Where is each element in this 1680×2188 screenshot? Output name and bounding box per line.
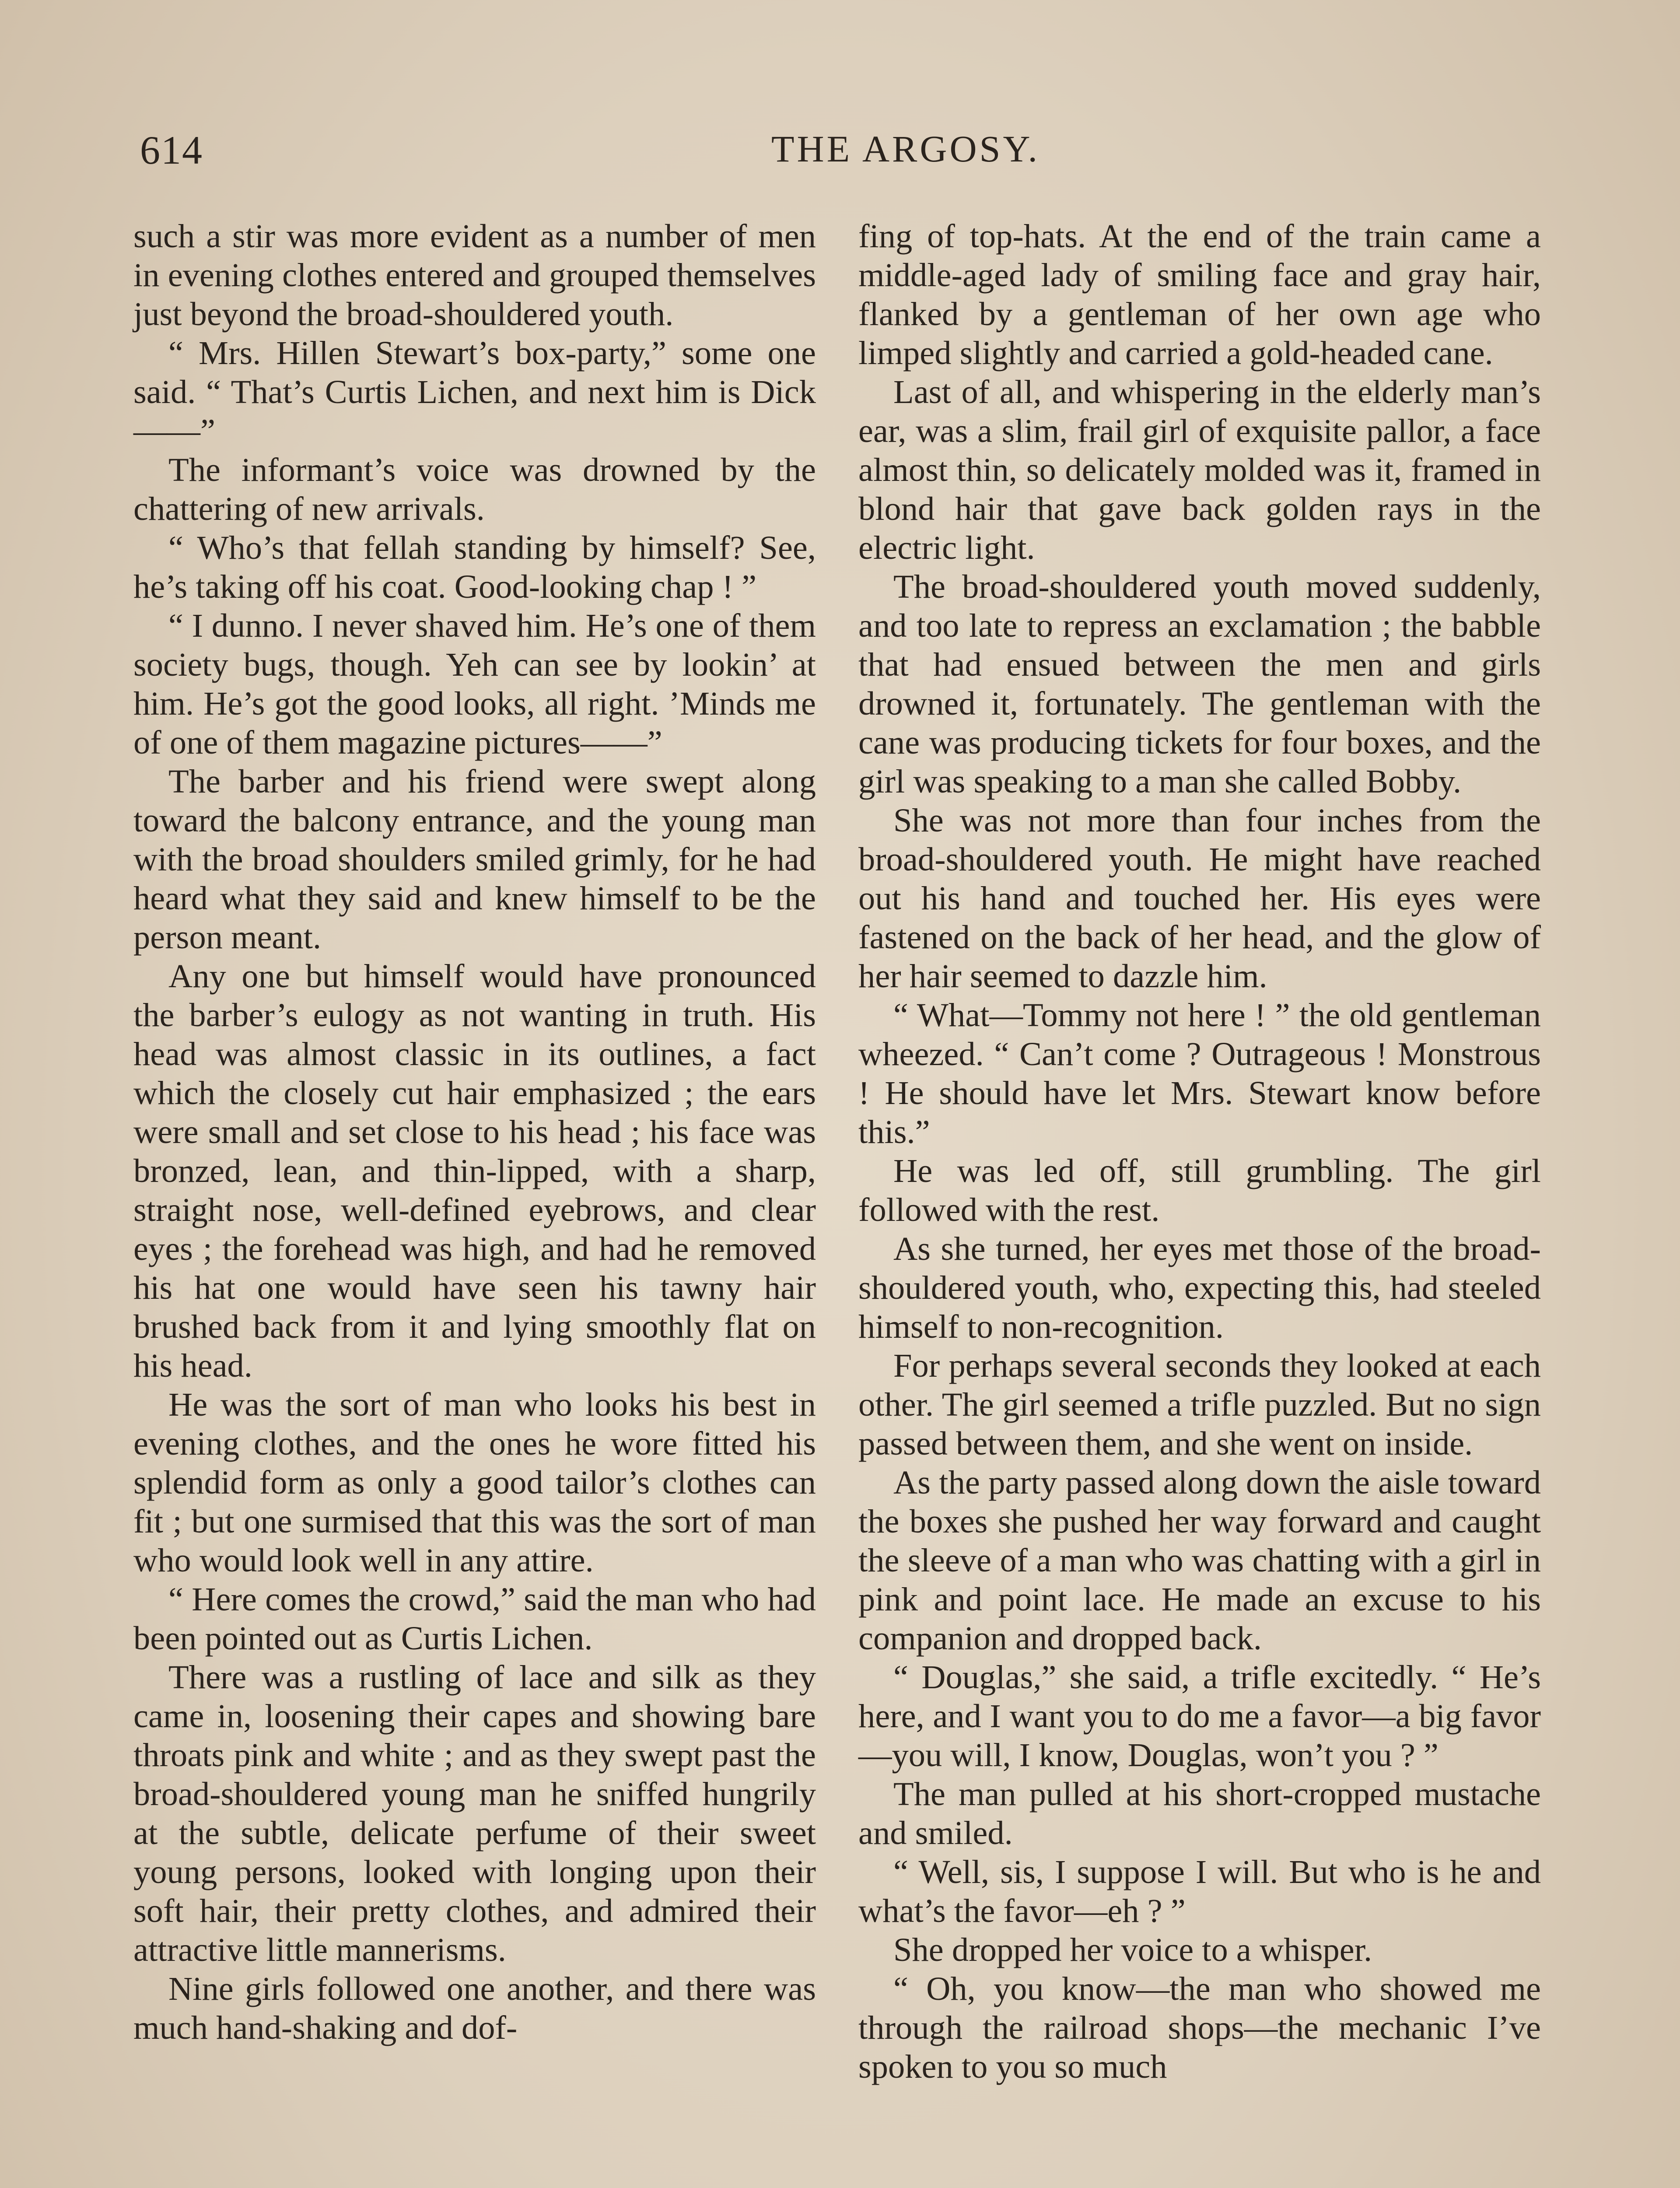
paragraph: She was not more than four inches from the broad-shouldered youth. He might have reached out his hand and touched her. His eyes were fastened on the back of her head, and the glow of her hair seemed to dazzle him.	[858, 802, 1541, 995]
paragraph: The man pulled at his short-cropped mustache and smiled.	[858, 1775, 1541, 1851]
paragraph: “ Who’s that fellah standing by himself? See, he’s taking off his coat. Good-looking chap ! ”	[133, 529, 816, 605]
paragraph: “ What—Tommy not here ! ” the old gentleman wheezed. “ Can’t come ? Outrageous ! Monstrous ! He should have let Mrs. Stewart know before this.”	[858, 996, 1541, 1150]
running-head: THE ARGOSY.	[771, 128, 1040, 170]
paragraph: He was the sort of man who looks his best in evening clothes, and the ones he wore fitted his splendid form as only a good tailor’s clothes can fit ; but one surmised that this was the sort of man who would look well in any attire.	[133, 1386, 816, 1579]
paragraph: Nine girls followed one another, and there was much hand-shaking and dof-	[133, 1970, 816, 2046]
paragraph: Last of all, and whispering in the elderly man’s ear, was a slim, frail girl of exquisite pallor, a face almost thin, so delicately molded was it, framed in blond hair that gave back golden rays in the electric light.	[858, 373, 1541, 566]
paragraph: “ Here comes the crowd,” said the man who had been pointed out as Curtis Lichen.	[133, 1581, 816, 1657]
paragraph: As she turned, her eyes met those of the broad-shouldered youth, who, expecting this, had steeled himself to non-recognition.	[858, 1230, 1541, 1345]
paragraph: “ I dunno. I never shaved him. He’s one of them society bugs, though. Yeh can see by lookin’ at him. He’s got the good looks, all right. ’Minds me of one of them magazine pictures——”	[133, 607, 816, 761]
paragraph: fing of top-hats. At the end of the train came a middle-aged lady of smiling face and gray hair, flanked by a gentleman of her own age who limped slightly and carried a gold-headed cane.	[858, 217, 1541, 372]
paragraph: For perhaps several seconds they looked at each other. The girl seemed a trifle puzzled. But no sign passed between them, and she went on inside.	[858, 1347, 1541, 1462]
paragraph: He was led off, still grumbling. The girl followed with the rest.	[858, 1152, 1541, 1228]
paragraph: There was a rustling of lace and silk as they came in, loosening their capes and showing bare throats pink and white ; and as they swept past the broad-shouldered young man he sniffed hungrily at the subtle, delicate perfume of their sweet young persons, looked with longing upon their soft hair, their pretty clothes, and admired their attractive little mannerisms.	[133, 1659, 816, 1968]
paragraph: The broad-shouldered youth moved suddenly, and too late to repress an exclamation ; the babble that had ensued between the men and girls drowned it, fortunately. The gentleman with the cane was producing tickets for four boxes, and the girl was speaking to a man she called Bobby.	[858, 568, 1541, 800]
paragraph: “ Mrs. Hillen Stewart’s box-party,” some one said. “ That’s Curtis Lichen, and next him is Dick——”	[133, 334, 816, 449]
right-text-column	[858, 217, 1541, 2086]
paragraph: “ Douglas,” she said, a trifle excitedly. “ He’s here, and I want you to do me a favor—a big favor—you will, I know, Douglas, won’t you ? ”	[858, 1659, 1541, 1774]
paragraph: “ Oh, you know—the man who showed me through the railroad shops—the mechanic I’ve spoken to you so much	[858, 1970, 1541, 2085]
paragraph: She dropped her voice to a whisper.	[893, 1931, 1372, 1968]
paragraph: Any one but himself would have pronounced the barber’s eulogy as not wanting in truth. His head was almost classic in its outlines, a fact which the closely cut hair emphasized ; the ears were small and set close to his head ; his face was bronzed, lean, and thin-lipped, with a sharp, straight nose, well-defined eyebrows, and clear eyes ; the forehead was high, and had he removed his hat one would have seen his tawny hair brushed back from it and lying smoothly flat on his head.	[133, 957, 816, 1384]
page-number: 614	[140, 128, 203, 172]
paragraph: The barber and his friend were swept along toward the balcony entrance, and the young man with the broad shoulders smiled grimly, for he had heard what they said and knew himself to be the person meant.	[133, 763, 816, 956]
paragraph: “ Well, sis, I suppose I will. But who is he and what’s the favor—eh ? ”	[858, 1853, 1541, 1929]
left-text-column	[133, 217, 816, 2047]
paragraph: The informant’s voice was drowned by the chattering of new arrivals.	[133, 451, 816, 527]
page-header	[140, 127, 1575, 193]
paragraph: As the party passed along down the aisle toward the boxes she pushed her way forward and caught the sleeve of a man who was chatting with a girl in pink and point lace. He made an excuse to his companion and dropped back.	[858, 1464, 1541, 1657]
paragraph: such a stir was more evident as a number of men in evening clothes entered and grouped themselves just beyond the broad-shouldered youth.	[133, 217, 816, 333]
